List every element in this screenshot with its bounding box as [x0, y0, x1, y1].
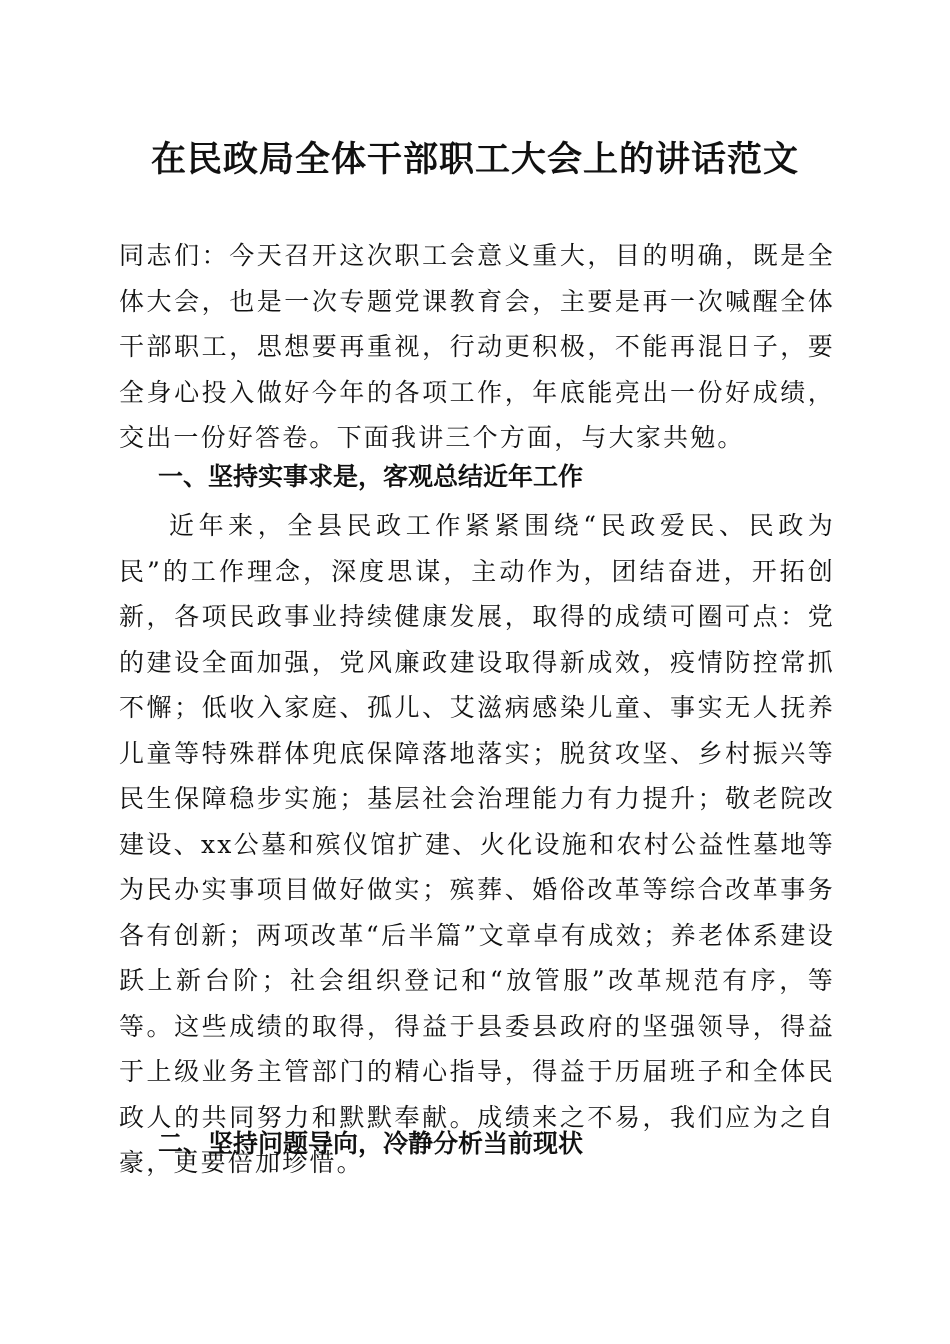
document-title: 在民政局全体干部职工大会上的讲话范文: [150, 139, 799, 180]
section-heading-2: 二、坚持问题导向，冷静分析当前现状: [158, 1129, 584, 1158]
opening-paragraph: 同志们：今天召开这次职工会意义重大，目的明确，既是全体大会，也是一次专题党课教育会，主要是再一次喊醒全体干部职工，思想要再重视，行动更积极，不能再混日子，要全身心投入做好今年的各项工作，年底能亮出一份好成绩，交出一份好答卷。下面我讲三个方面，与大家共勉。: [119, 241, 835, 452]
section-heading-1: 一、坚持实事求是，客观总结近年工作: [158, 462, 584, 491]
section-1-paragraph: 近年来，全县民政工作紧紧围绕“民政爱民、民政为民”的工作理念，深度思谋，主动作为，团结奋进，开拓创新，各项民政事业持续健康发展，取得的成绩可圈可点：党的建设全面加强，党风廉政建设取得新成效，疫情防控常抓不懈；低收入家庭、孤儿、艾滋病感染儿童、事实无人抚养儿童等特殊群体兜底保障落地落实；脱贫攻坚、乡村振兴等民生保障稳步实施；基层社会治理能力有力提升；敬老院改建设、xx公墓和殡仪馆扩建、火化设施和农村公益性墓地等为民办实事项目做好做实；殡葬、婚俗改革等综合改革事务各有创新；两项改革“后半篇”文章卓有成效；养老体系建设跃上新台阶；社会组织登记和“放管服”改革规范有序，等等。这些成绩的取得，得益于县委县政府的坚强领导，得益于上级业务主管部门的精心指导，得益于历届班子和全体民政人的共同努力和默默奉献。成绩来之不易，我们应为之自豪，更要倍加珍惜。: [119, 511, 835, 1177]
